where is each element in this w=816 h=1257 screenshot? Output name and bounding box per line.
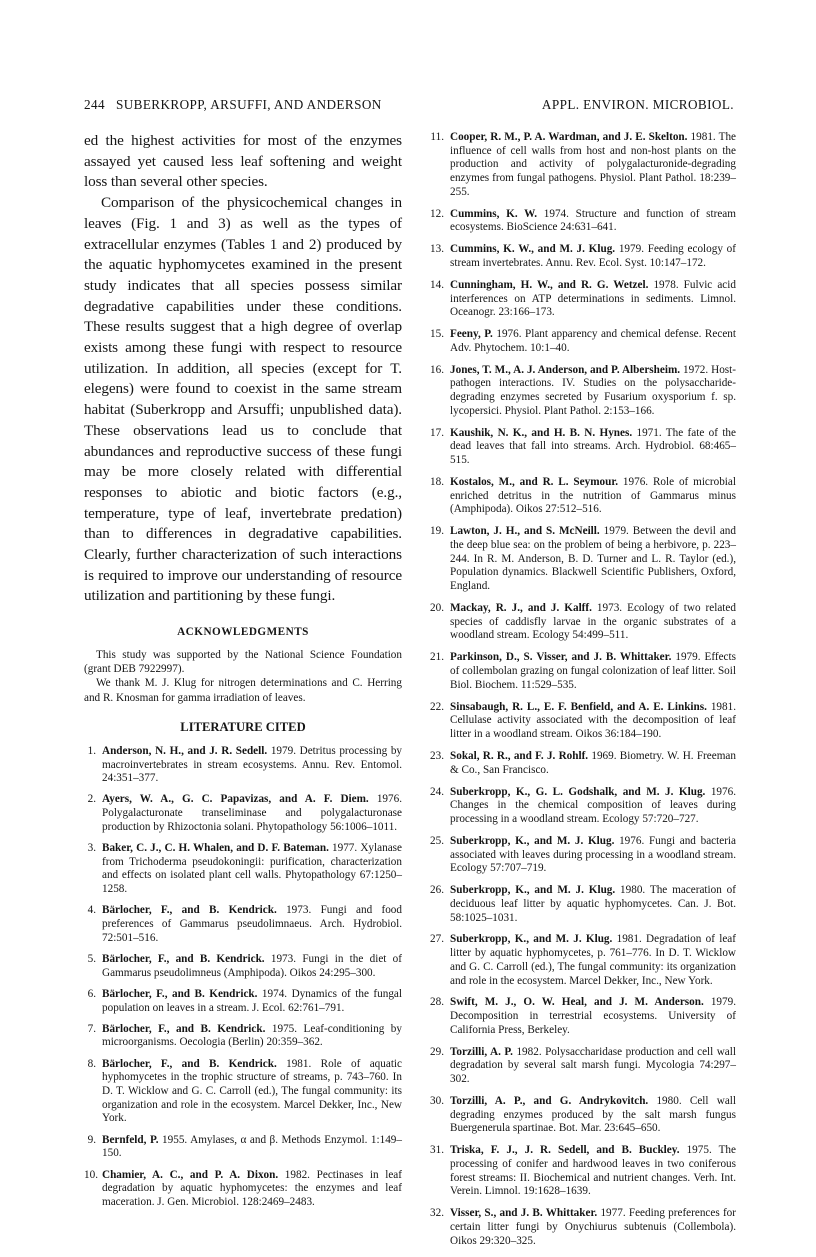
reference-authors: Suberkropp, K., and M. J. Klug. xyxy=(450,834,615,847)
reference-authors: Suberkropp, K., and M. J. Klug. xyxy=(450,933,613,946)
reference-number: 11. xyxy=(430,131,444,143)
reference-authors: Suberkropp, K., G. L. Godshalk, and M. J. Klug. xyxy=(450,785,706,798)
reference-item xyxy=(428,525,736,594)
reference-authors: Bärlocher, F., and B. Kendrick. xyxy=(102,952,265,965)
reference-text: 1980. Cell wall degrading enzymes produced by the salt marsh fungus Buergenerula spartinae. Bot. Mar. 23:645–650. xyxy=(450,1095,737,1135)
reference-item xyxy=(428,1046,736,1087)
reference-item xyxy=(428,364,736,419)
reference-item xyxy=(84,1058,402,1127)
reference-item xyxy=(428,279,736,320)
reference-number: 2. xyxy=(87,793,96,806)
reference-item xyxy=(428,476,736,517)
reference-number: 21. xyxy=(430,651,444,664)
reference-number: 25. xyxy=(430,834,444,847)
reference-item xyxy=(428,131,736,200)
reference-number: 31. xyxy=(430,1144,444,1157)
reference-number: 32. xyxy=(430,1207,444,1220)
reference-text: 1976. Role of microbial enriched detritus in the nutrition of Gammarus minus (Amphipoda). Oikos 27:512–516. xyxy=(450,476,736,516)
reference-item xyxy=(428,996,736,1037)
running-header-journal: APPL. ENVIRON. MICROBIOL. xyxy=(541,97,734,112)
reference-authors: Bärlocher, F., and B. Kendrick. xyxy=(102,1057,277,1070)
reference-item xyxy=(428,1095,736,1136)
reference-text: 1976. Plant apparency and chemical defense. Recent Adv. Phytochem. 10:1–40. xyxy=(450,328,736,354)
reference-text: 1979. Effects of collembolan grazing on fungal colonization of leaf litter. Soil Biol. Biochem. 11:529–535. xyxy=(450,651,736,691)
reference-number: 26. xyxy=(430,884,444,897)
reference-authors: Bernfeld, P. xyxy=(102,1133,159,1146)
reference-number: 20. xyxy=(430,602,444,615)
reference-text: 1981. Role of aquatic hyphomycetes in the trophic structure of streams, p. 743–760. In D. T. Wicklow and G. C. Carroll (ed.), The fungal community: its organization and role in the ecosystem. Marcel Dekker, Inc., New York. xyxy=(102,1057,402,1125)
reference-item xyxy=(428,328,736,355)
reference-item xyxy=(428,701,736,742)
reference-authors: Triska, F. J., J. R. Sedell, and B. Buckley. xyxy=(450,1144,680,1157)
reference-item xyxy=(428,933,736,988)
reference-text: 1975. The processing of conifer and hardwood leaves in two coniferous forest streams: II. Biochemical and nutrient changes. Verh. Int. Verein. Limnol. 19:1628–1639. xyxy=(450,1144,736,1198)
body-paragraph-2: Comparison of the physicochemical changes in leaves (Fig. 1 and 3) as well as the types of extracellular enzymes (Tables 1 and 2) produced by the aquatic hyphomycetes examined in the present study indicates that all species possess similar degradative capabilities under these conditions. These results suggest that a high degree of overlap exists among these fungi with respect to resource utilization. In addition, all species (except for T. elegens) were found to coexist in the same stream habitat (Suberkropp and Arsuffi; unpublished data). These observations lead us to conclude that abundances and reproductive success of these fungi may be more closely related with differential responses to abiotic and biotic factors (e.g., temperature, type of leaf, invertebrate predation) than to differences in degradative capabilities. Clearly, further characterization of such interactions is required to improve our understanding of resource utilization and partitioning by these fungi. xyxy=(84,194,402,605)
reference-text: 1973. Fungi in the diet of Gammarus pseudolimneus (Amphipoda). Oikos 24:295–300. xyxy=(102,952,403,979)
reference-text: 1978. Fulvic acid interferences on ATP determinations in sediments. Limnol. Oceanogr. 23:166–173. xyxy=(450,278,736,319)
body-text xyxy=(84,131,402,607)
reference-number: 29. xyxy=(430,1045,444,1058)
reference-text: 1982. Pectinases in leaf degradation by aquatic hyphomycetes: the enzymes and leaf maceration. J. Gen. Microbiol. 128:2469–2483. xyxy=(102,1168,402,1208)
reference-authors: Feeny, P. xyxy=(450,328,493,341)
reference-number: 30. xyxy=(430,1095,444,1108)
reference-number: 5. xyxy=(87,952,96,965)
reference-number: 6. xyxy=(87,987,96,1000)
reference-item xyxy=(428,884,736,925)
reference-authors: Jones, T. M., A. J. Anderson, and P. Albersheim. xyxy=(450,363,681,376)
reference-number: 24. xyxy=(430,785,444,798)
reference-text: 1969. Biometry. W. H. Freeman & Co., San Francisco. xyxy=(450,749,736,776)
reference-authors: Chamier, A. C., and P. A. Dixon. xyxy=(102,1168,279,1181)
reference-item xyxy=(428,1144,736,1199)
acknowledgments-paragraph-2: We thank M. J. Klug for nitrogen determinations and C. Herring and R. Knosman for gamma irradiation of leaves. xyxy=(84,677,402,704)
reference-authors: Sokal, R. R., and F. J. Rohlf. xyxy=(450,749,589,762)
reference-text: 1979. Feeding ecology of stream invertebrates. Annu. Rev. Ecol. Syst. 10:147–172. xyxy=(450,243,736,269)
reference-text: 1974. Dynamics of the fungal population on leaves in a stream. J. Ecol. 62:761–791. xyxy=(102,987,402,1014)
reference-item xyxy=(84,904,402,945)
reference-item xyxy=(84,842,402,897)
left-column xyxy=(84,131,402,1217)
reference-text: 1973. Fungi and food preferences of Gammarus pseudolimnaeus. Arch. Hydrobiol. 72:501–516. xyxy=(102,904,402,944)
reference-text: 1976. Polygalacturonate transeliminase and polygalacturonase production by Rhizoctonia solani. Phytopathology 56:1006–1011. xyxy=(102,793,402,833)
reference-authors: Anderson, N. H., and J. R. Sedell. xyxy=(102,744,268,757)
page-number: 244 xyxy=(84,97,105,112)
reference-text: 1955. Amylases, α and β. Methods Enzymol. 1:149–150. xyxy=(102,1133,402,1160)
reference-text: 1973. Ecology of two related species of caddisfly larvae in the organic substrates of a woodland stream. Ecology 54:499–511. xyxy=(450,602,736,642)
reference-text: 1981. Cellulase activity associated with the decomposition of leaf litter in a woodland stream. Oikos 36:184–190. xyxy=(450,700,737,741)
reference-text: 1975. Leaf-conditioning by microorganisms. Oecologia (Berlin) 20:359–362. xyxy=(102,1022,402,1049)
reference-authors: Visser, S., and J. B. Whittaker. xyxy=(450,1207,598,1220)
reference-number: 27. xyxy=(430,933,444,946)
reference-text: 1979. Decomposition in terrestrial ecosystems. University of California Press, Berkeley. xyxy=(450,996,736,1036)
reference-item xyxy=(84,988,402,1015)
reference-number: 17. xyxy=(430,426,444,439)
reference-text: 1979. Between the devil and the deep blue sea: on the problem of being a herbivore, p. 223–244. In R. M. Anderson, B. D. Turner and L. R. Taylor (ed.), Population dynamics. Blackwell Scientific Publishers, Oxford, England. xyxy=(450,525,736,593)
reference-number: 15. xyxy=(430,328,444,341)
reference-authors: Bärlocher, F., and B. Kendrick. xyxy=(102,1022,266,1035)
reference-item xyxy=(84,1023,402,1050)
reference-authors: Cooper, R. M., P. A. Wardman, and J. E. Skelton. xyxy=(450,131,688,143)
acknowledgments-heading: ACKNOWLEDGMENTS xyxy=(177,626,309,639)
reference-item xyxy=(428,208,736,235)
reference-item xyxy=(428,651,736,692)
reference-text: 1982. Polysaccharidase production and cell wall degradation by several salt marsh fungi. Mycologia 74:297–302. xyxy=(450,1045,736,1086)
reference-authors: Bärlocher, F., and B. Kendrick. xyxy=(102,904,277,917)
body-paragraph-1: ed the highest activities for most of the enzymes assayed yet caused less leaf softening and weight loss than several other species. xyxy=(84,132,402,191)
reference-authors: Bärlocher, F., and B. Kendrick. xyxy=(102,987,258,1000)
acknowledgments xyxy=(84,648,402,705)
reference-item xyxy=(84,745,402,786)
reference-authors: Kostalos, M., and R. L. Seymour. xyxy=(450,476,619,489)
reference-text: 1979. Detritus processing by macroinvertebrates in stream ecosystems. Annu. Rev. Entomol. 24:351–377. xyxy=(102,744,403,785)
reference-authors: Suberkropp, K., and M. J. Klug. xyxy=(450,884,616,897)
reference-number: 4. xyxy=(87,904,96,917)
reference-authors: Sinsabaugh, R. L., E. F. Benfield, and A. E. Linkins. xyxy=(450,700,707,713)
running-header-authors: SUBERKROPP, ARSUFFI, AND ANDERSON xyxy=(116,97,382,112)
reference-item xyxy=(428,427,736,468)
reference-number: 22. xyxy=(430,700,444,713)
reference-text: 1977. Xylanase from Trichoderma pseudokoningii: purification, characterization and effects on isolated plant cell walls. Phytopathology 67:1250–1258. xyxy=(102,842,402,896)
reference-number: 23. xyxy=(430,749,444,762)
reference-list-left xyxy=(84,745,402,1210)
reference-authors: Torzilli, A. P., and G. Andrykovitch. xyxy=(450,1095,649,1108)
reference-item xyxy=(428,786,736,827)
reference-number: 28. xyxy=(430,996,444,1009)
reference-item xyxy=(428,835,736,876)
reference-item xyxy=(84,793,402,834)
reference-number: 9. xyxy=(87,1133,96,1146)
reference-authors: Mackay, R. J., and J. Kalff. xyxy=(450,602,592,615)
reference-number: 7. xyxy=(87,1022,96,1035)
reference-text: 1981. Degradation of leaf litter by aquatic hyphomycetes, p. 761–776. In D. T. Wicklow and G. C. Carroll (ed.), The fungal community: its organization and role in the ecosystem. Marcel Dekker, Inc., New York. xyxy=(450,933,736,987)
reference-authors: Swift, M. J., O. W. Heal, and J. M. Anderson. xyxy=(450,996,704,1009)
reference-item xyxy=(428,1207,736,1248)
reference-item xyxy=(428,602,736,643)
reference-item xyxy=(428,243,736,270)
reference-text: 1974. Structure and function of stream ecosystems. BioScience 24:631–641. xyxy=(450,207,736,234)
reference-text: 1972. Host-pathogen interactions. IV. Studies on the polysaccharide-degrading enzymes secreted by Fusarium oxysporium f. sp. lycopersici. Physiol. Plant Pathol. 2:153–166. xyxy=(450,363,736,417)
reference-number: 13. xyxy=(430,243,444,256)
reference-authors: Lawton, J. H., and S. McNeill. xyxy=(450,525,600,538)
acknowledgments-paragraph-1: This study was supported by the National Science Foundation (grant DEB 7922997). xyxy=(84,649,402,676)
reference-authors: Cummins, K. W., and M. J. Klug. xyxy=(450,243,616,256)
reference-authors: Torzilli, A. P. xyxy=(450,1045,513,1058)
reference-item xyxy=(428,750,736,777)
reference-text: 1971. The fate of the dead leaves that fall into streams. Arch. Hydrobiol. 68:465–515. xyxy=(450,426,736,467)
reference-authors: Parkinson, D., S. Visser, and J. B. Whittaker. xyxy=(450,651,672,664)
reference-authors: Cunningham, H. W., and R. G. Wetzel. xyxy=(450,278,649,291)
reference-list-right xyxy=(428,131,736,1248)
literature-cited-heading: LITERATURE CITED xyxy=(180,719,306,734)
reference-text: 1976. Fungi and bacteria associated with leaves during processing in a woodland stream. Ecology 57:707–719. xyxy=(450,834,736,875)
reference-text: 1980. The maceration of deciduous leaf litter by aquatic hyphomycetes. Can. J. Bot. 58:1025–1031. xyxy=(450,884,736,924)
reference-number: 3. xyxy=(87,842,96,855)
reference-number: 19. xyxy=(430,525,444,538)
reference-number: 18. xyxy=(430,476,444,489)
reference-number: 14. xyxy=(430,278,444,291)
reference-text: 1977. Feeding preferences for certain litter fungi by Onychiurus subtenuis (Collembola). Oikos 29:320–325. xyxy=(450,1207,736,1247)
reference-item xyxy=(84,1134,402,1161)
reference-text: 1981. The influence of cell walls from host and non-host plants on the production and activity of polygalacturonide-degrading enzymes from fungal pathogens. Physiol. Plant Pathol. 18:239–255. xyxy=(450,131,736,198)
reference-authors: Kaushik, N. K., and H. B. N. Hynes. xyxy=(450,426,633,439)
reference-number: 8. xyxy=(87,1057,96,1070)
reference-item xyxy=(84,953,402,980)
reference-number: 10. xyxy=(84,1168,98,1181)
reference-number: 12. xyxy=(430,207,444,220)
reference-text: 1976. Changes in the chemical composition of leaves during processing in a woodland stream. Ecology 57:720–727. xyxy=(450,785,736,825)
right-column xyxy=(428,131,736,1257)
reference-number: 1. xyxy=(87,744,96,757)
reference-authors: Cummins, K. W. xyxy=(450,207,538,220)
reference-number: 16. xyxy=(430,363,444,376)
reference-authors: Baker, C. J., C. H. Whalen, and D. F. Bateman. xyxy=(102,842,329,855)
reference-authors: Ayers, W. A., G. C. Papavizas, and A. F. Diem. xyxy=(102,793,369,806)
running-header xyxy=(84,97,734,115)
